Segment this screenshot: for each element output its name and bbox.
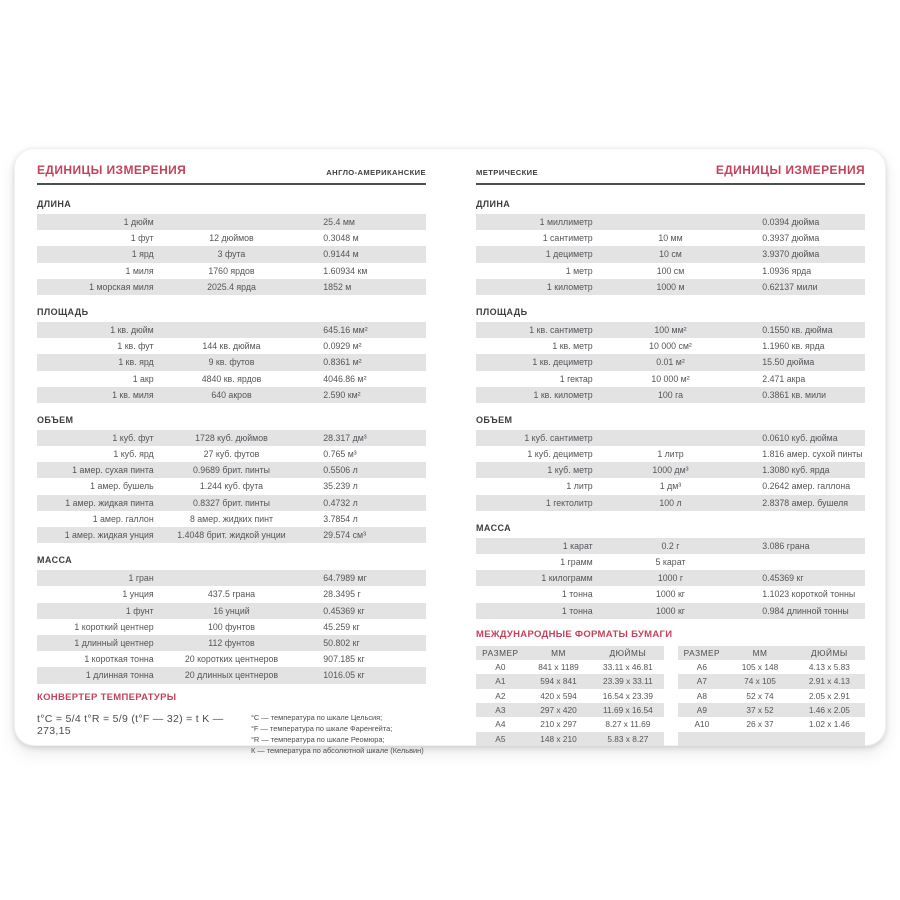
table-cell: 1 куб. фут [112,432,154,443]
table-cell: 1 дюйм [123,217,154,227]
table-row [37,263,426,279]
table-cell: 2025.4 ярда [207,281,256,292]
table-cell: 1 фут [130,233,154,244]
table-cell: 0.2 г [661,540,680,551]
section-volume [37,415,426,543]
table-row [476,230,865,246]
table-cell: 10 000 м² [651,373,690,384]
table-cell: 16.54 x 23.39 [602,690,654,701]
table-cell: 1.244 куб. фута [199,481,264,492]
table-cell: 1000 дм³ [652,465,689,476]
table-cell: 8 амер. жидких пинт [189,513,274,524]
table-cell: 105 x 148 [741,662,779,673]
column-header: ДЮЙМЫ [811,647,848,658]
table-cell: 100 фунтов [207,621,255,632]
units-table [37,570,426,683]
table-row [37,430,426,446]
table-cell: 1 длинная тонна [85,670,154,681]
table-cell: 1 кв. километр [533,389,593,400]
table-cell: 1 сантиметр [542,233,593,244]
table-row [476,446,865,462]
table-cell: A10 [694,719,710,730]
table-row [476,732,664,746]
table-row [37,338,426,354]
section-volume [476,415,865,511]
section-mass [476,523,865,619]
table-cell: 1.1023 короткой тонны [762,589,856,600]
table-cell: 1852 м [323,281,352,292]
table-row [476,689,664,703]
table-cell: A2 [495,690,506,701]
paper-formats [476,629,865,746]
table-row [37,527,426,543]
table-cell: 1 литр [657,449,684,460]
table-cell: 1 кв. миля [112,389,154,400]
table-cell [593,430,749,446]
paper-formats-title: МЕЖДУНАРОДНЫЕ ФОРМАТЫ БУМАГИ [476,628,673,640]
table-cell: A4 [495,719,506,730]
table-row [476,214,865,230]
table-row [37,667,426,683]
temperature-note: °F — температура по шкале Фаренгейта; [250,723,393,733]
table-cell: 27 куб. футов [203,449,260,460]
table-cell: 841 x 1189 [538,662,579,673]
section-header: ДЛИНА [476,199,511,209]
table-cell: 0.8327 брит. пинты [192,497,270,508]
table-cell: 12 дюймов [209,233,254,244]
section-header: ПЛОЩАДЬ [37,306,89,317]
table-cell: A9 [696,704,707,715]
table-cell: 8.27 x 11.69 [605,719,651,730]
table-row [37,387,426,403]
table-cell: 29.574 см³ [323,530,367,540]
table-row [37,511,426,527]
table-row [476,717,664,731]
table-cell: 640 акров [211,389,252,400]
anglo-american-column [37,163,426,755]
table-cell: 144 кв. дюйма [202,341,261,352]
metric-column [476,163,865,745]
table-cell: 1.0936 ярда [762,265,812,276]
paper-table-header [678,646,866,660]
table-cell: 0.45369 кг [323,605,365,616]
table-cell: 28.317 дм³ [323,432,367,443]
table-cell: 3.9370 дюйма [762,249,820,260]
table-cell: A7 [696,676,707,687]
table-cell: 1760 ярдов [208,265,255,276]
table-cell: 1 короткий центнер [74,621,154,632]
table-row [476,674,664,688]
table-row [476,586,865,602]
section-header: МАССА [37,555,73,566]
table-row [476,338,865,354]
table-row [476,603,865,619]
units-table [476,322,865,403]
table-cell: 4840 кв. ярдов [201,373,262,384]
paper-table-a0-a5 [476,646,664,746]
table-cell: 11.69 x 16.54 [603,704,653,715]
table-cell: 1.3080 куб. ярда [762,465,830,476]
table-cell: 148 x 210 [540,733,577,744]
table-cell: 28.3495 г [323,589,361,600]
table-cell: 1.02 x 1.46 [808,719,850,730]
table-cell: 3 фута [217,249,246,260]
table-cell: 1 куб. ярд [113,449,154,460]
units-table [37,430,426,543]
table-cell: 0.3048 м [323,233,359,244]
section-header: МАССА [476,522,512,533]
table-cell: A6 [696,662,707,673]
table-row [37,619,426,635]
table-row [678,732,866,746]
table-cell: 9 кв. футов [208,357,255,368]
table-cell: 10 см [659,249,682,260]
table-cell: 10 мм [658,233,683,244]
table-row [678,717,866,731]
table-cell: 1016.05 кг [323,670,365,681]
table-row [476,660,664,674]
table-cell: 420 x 594 [540,690,577,701]
table-cell: 112 фунтов [208,637,255,648]
table-row [476,570,865,586]
table-cell: 1 килограмм [541,573,593,584]
table-cell: 1 тонна [561,605,593,616]
table-cell: 1 километр [546,281,593,292]
table-cell: 1 кв. метр [552,341,593,352]
table-cell: 33.11 x 46.81 [603,662,653,673]
temperature-note: °C — температура по шкале Цельсия; [250,712,383,722]
table-cell: 0.0929 м² [323,341,362,352]
table-cell [154,322,310,338]
table-cell: 1 кв. ярд [118,357,154,368]
table-cell: 2.91 x 4.13 [808,676,850,687]
table-cell: 1 короткая тонна [84,654,154,665]
table-cell: 4.13 x 5.83 [808,662,850,673]
table-cell: 1 метр [565,265,593,276]
table-row [37,214,426,230]
table-cell: 1.1960 кв. ярда [762,341,825,352]
table-cell: 64.7989 мг [323,573,367,584]
table-row [37,322,426,338]
table-row [476,538,865,554]
table-cell: A1 [495,676,506,687]
table-row [37,246,426,262]
table-cell: 1 фунт [125,605,154,616]
table-cell: 0.1550 кв. дюйма [762,324,833,335]
table-row [37,651,426,667]
table-cell: 1 литр [566,481,593,492]
column-header: ММ [551,647,566,658]
table-cell: 1 длинный центнер [74,637,154,648]
section-header: ПЛОЩАДЬ [476,306,528,317]
paper-table-a6-a10 [678,646,866,746]
page-title: ЕДИНИЦЫ ИЗМЕРЕНИЯ [715,163,865,177]
table-cell: 1 гектар [559,373,593,384]
table-cell [794,732,865,746]
table-cell: 0.984 длинной тонны [762,605,849,616]
table-cell: 3.7854 л [323,513,358,524]
table-cell: 0.0610 куб. дюйма [762,432,838,443]
table-cell: 0.01 м² [656,357,685,368]
table-cell: 907.185 кг [323,654,365,665]
left-column-header [37,163,426,185]
table-cell: 1 миля [125,265,154,276]
table-cell: 1 амер. жидкая пинта [65,497,154,508]
units-table [37,214,426,295]
table-cell: 5 карат [655,557,686,567]
temperature-note: К — температура по абсолютной шкале (Кельвин) [250,745,424,755]
table-row [678,689,866,703]
table-cell [678,732,727,746]
table-cell: 1728 куб. дюймов [195,432,268,443]
table-row [476,263,865,279]
table-cell [593,214,749,230]
table-cell: 1 амер. сухая пинта [72,465,154,476]
table-cell: 25.4 мм [323,217,355,227]
section-area [476,307,865,403]
table-cell: 1 унция [122,589,154,600]
table-cell: 1000 кг [655,589,686,600]
table-cell: 1 ярд [131,249,154,260]
table-cell: 0.45369 кг [762,573,804,584]
table-cell: 1.60934 км [323,265,368,276]
table-row [37,230,426,246]
units-table [476,430,865,511]
table-row [37,570,426,586]
table-cell: 1 кв. фут [117,341,154,352]
table-cell: 1 карат [562,540,593,551]
table-row [37,635,426,651]
table-cell: 2.8378 амер. бушеля [762,497,849,508]
table-cell: 2.471 акра [762,373,806,384]
table-cell [748,554,865,570]
section-length [476,199,865,295]
table-cell: 1 дм³ [659,481,682,492]
table-cell: 0.9144 м [323,249,359,260]
table-row [37,446,426,462]
table-cell: 0.8361 м² [323,357,362,368]
table-cell: 1 тонна [561,589,593,600]
table-cell: 1 дециметр [545,249,593,260]
page-title: ЕДИНИЦЫ ИЗМЕРЕНИЯ [37,163,187,177]
table-cell: 20 длинных центнеров [184,670,279,681]
column-label-metric: МЕТРИЧЕСКИЕ [476,168,538,177]
table-cell: 0.62137 мили [762,281,818,292]
table-row [476,495,865,511]
table-cell: 20 коротких центнеров [184,654,279,665]
table-cell: 1000 г [657,573,684,584]
table-cell: 297 x 420 [540,704,577,715]
table-cell: 35.239 л [323,481,358,492]
table-cell: 0.0394 дюйма [762,217,820,227]
table-cell: 1 кв. сантиметр [529,324,593,335]
table-cell [154,570,310,586]
units-table [37,322,426,403]
section-header: ДЛИНА [37,199,72,209]
table-cell: A0 [495,662,506,673]
table-row [476,430,865,446]
table-cell: 1000 м [656,281,685,292]
table-cell: 1 кв. дюйм [110,324,154,335]
column-label-anglo: АНГЛО-АМЕРИКАНСКИЕ [326,168,426,177]
table-cell: 210 x 297 [540,719,577,730]
table-row [37,495,426,511]
table-cell: 37 x 52 [746,704,774,715]
table-row [476,279,865,295]
table-row [476,354,865,370]
table-row [678,703,866,717]
table-cell: 3.086 грана [762,540,810,551]
units-table [476,538,865,619]
table-cell: 15.50 дюйма [762,357,815,368]
table-cell: 100 л [659,497,682,508]
table-cell: 1 амер. жидкая унция [64,530,154,540]
table-row [678,660,866,674]
table-cell: 1 куб. дециметр [527,449,593,460]
table-cell: 2.05 x 2.91 [808,690,850,701]
table-cell: 0.4732 л [323,497,358,508]
section-header: ОБЪЕМ [37,414,74,425]
table-cell: 1 амер. бушель [90,481,154,492]
table-cell: 26 x 37 [746,719,774,730]
table-cell: 1 гектолитр [545,497,593,508]
table-row [476,478,865,494]
paper-table-body [678,660,866,746]
right-column-header [476,163,865,185]
table-cell: 594 x 841 [540,676,577,687]
table-cell: 52 x 74 [746,690,774,701]
table-cell: 645.16 мм² [323,324,368,335]
table-row [37,586,426,602]
column-header: ДЮЙМЫ [609,647,647,658]
table-cell: 1000 кг [655,605,686,616]
table-cell: 0.765 м³ [323,449,357,460]
table-row [678,674,866,688]
table-cell: 0.2642 амер. галлона [762,481,851,492]
table-row [476,322,865,338]
table-cell: 1.46 x 2.05 [808,704,850,715]
table-cell: 1 грамм [560,557,593,567]
table-row [476,462,865,478]
table-cell: 23.39 x 33.11 [603,676,653,687]
table-cell: 50.802 кг [323,637,360,648]
two-column-layout [37,163,865,755]
table-cell: 1 амер. галлон [92,513,154,524]
table-cell: 1.816 амер. сухой пинты [762,449,863,460]
table-cell: A8 [696,690,707,701]
table-cell: 5.83 x 8.27 [607,733,649,744]
units-table [476,214,865,295]
temperature-formula: t°C = 5/4 t°R = 5/9 (t°F — 32) = t K — 273,15 [37,712,224,737]
temperature-converter-title: КОНВЕРТЕР ТЕМПЕРАТУРЫ [37,691,177,703]
table-cell: 4046.86 м² [323,373,367,384]
table-cell: 10 000 см² [649,341,692,352]
column-header: ММ [752,647,768,658]
table-cell: 0.3861 кв. мили [762,389,827,400]
table-row [37,371,426,387]
table-cell: A3 [495,704,506,715]
temperature-notes [251,712,426,756]
table-cell [726,732,794,746]
table-cell: 100 га [657,389,683,400]
table-cell: 16 унций [213,605,250,616]
table-cell: 0.5506 л [323,465,358,476]
table-row [476,703,664,717]
table-cell: 1 куб. метр [547,465,593,476]
table-cell: 100 мм² [654,324,687,335]
table-cell: A5 [495,733,506,744]
section-length [37,199,426,295]
column-header: РАЗМЕР [482,647,519,658]
table-row [37,354,426,370]
table-cell: 74 x 105 [744,676,776,687]
paper-table-body [476,660,664,746]
table-row [476,387,865,403]
table-cell: 1 кв. дециметр [532,357,593,368]
column-header: РАЗМЕР [683,647,721,658]
table-row [476,554,865,570]
table-cell: 437.5 грана [207,589,256,600]
table-cell: 1 морская миля [89,281,154,292]
table-cell: 1.4048 брит. жидкой унции [177,530,286,540]
section-area [37,307,426,403]
table-cell: 1 акр [132,373,154,384]
table-cell: 0.9689 брит. пинты [192,465,270,476]
table-cell: 0.3937 дюйма [762,233,820,244]
table-cell: 100 см [656,265,685,276]
table-row [37,279,426,295]
reference-page-card [14,148,886,755]
table-cell: 2.590 км² [323,389,361,400]
temperature-converter [37,692,426,756]
temperature-note: °R — температура по шкале Реомюра; [250,734,385,744]
table-row [476,371,865,387]
table-cell: 45.259 кг [323,621,360,632]
table-cell: 1 куб. сантиметр [524,432,593,443]
table-row [37,462,426,478]
table-cell: 1 гран [128,573,154,584]
section-mass [37,555,426,683]
table-row [37,603,426,619]
section-header: ОБЪЕМ [476,414,513,425]
table-cell: 1 миллиметр [539,217,593,227]
table-row [476,246,865,262]
paper-table-header [476,646,664,660]
table-cell [154,214,310,230]
table-row [37,478,426,494]
